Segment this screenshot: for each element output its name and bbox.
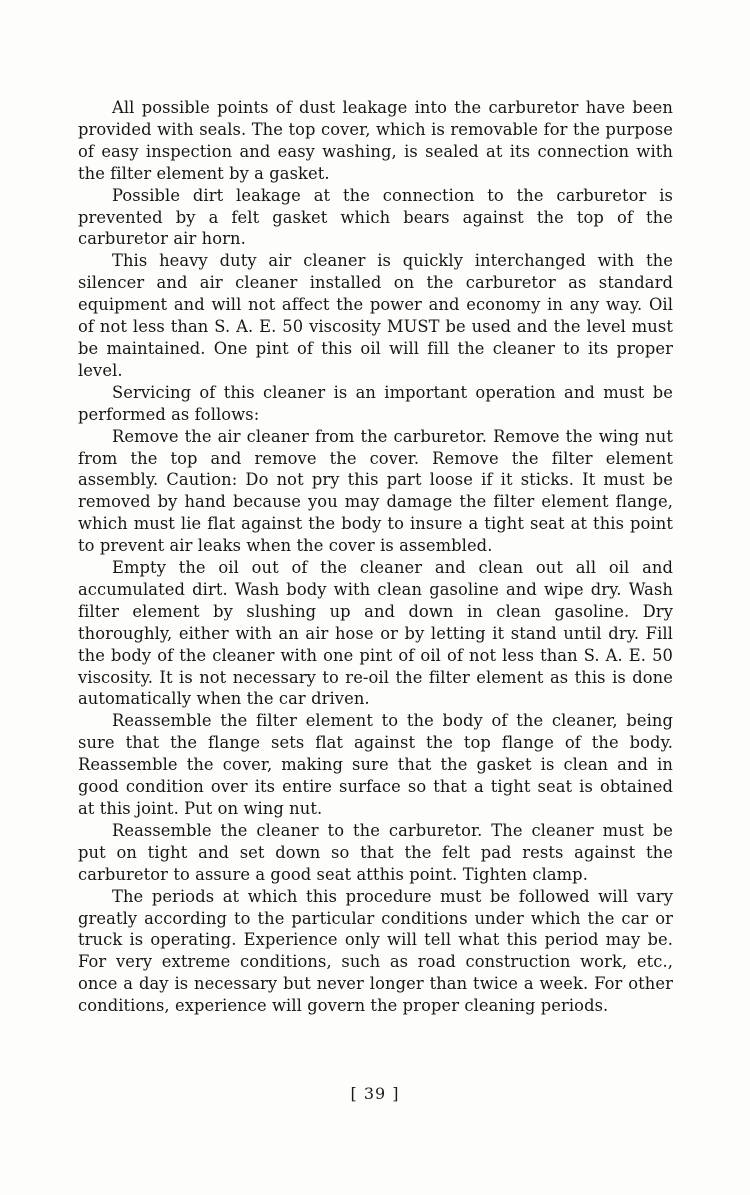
paragraph-interchange: This heavy duty air cleaner is quickly interchanged with the silencer and air cleaner installed on the carburetor as standard equipment and will not affect the power and economy in any way. Oil of not less than S. A. E. 50 viscosity MUST be used and the level must be maintained. One pint of this oil will fill the cleaner to its proper level.	[78, 251, 673, 380]
paragraph-servicing-intro: Servicing of this cleaner is an important operation and must be performed as follows:	[78, 382, 673, 424]
paragraph-seals: All possible points of dust leakage into the carburetor have been provided with seals. The top cover, which is removable for the purpose of easy inspection and easy washing, is sealed at its connection with the filter element by a gasket.	[78, 98, 673, 183]
paragraph-empty-oil: Empty the oil out of the cleaner and clean out all oil and accumulated dirt. Wash body with clean gasoline and wipe dry. Wash filter element by slushing up and down in clean gasoline. Dry thoroughly, either with an air hose or by letting it stand until dry. Fill the body of the cleaner with one pint of oil of not less than S. A. E. 50 viscosity. It is not necessary to re-oil the filter element as this is done automatically when the car driven.	[78, 558, 673, 709]
paragraph-periods: The periods at which this procedure must be followed will vary greatly according to the particular conditions under which the car or truck is operating. Experience only will tell what this period may be. For very extreme conditions, such as road construction work, etc., once a day is necessary but never longer than twice a week. For other conditions, experience will govern the proper cleaning periods.	[78, 886, 673, 1016]
paragraph-reassemble-cleaner: Reassemble the cleaner to the carburetor. The cleaner must be put on tight and set down so that the felt pad rests against the carburetor to assure a good seat atthis point. Tighten clamp.	[78, 820, 673, 884]
paragraph-remove-cleaner: Remove the air cleaner from the carburetor. Remove the wing nut from the top and remove the cover. Remove the filter element assembly. Caution: Do not pry this part loose if it sticks. It must be removed by hand because you may damage the filter element flange, which must lie flat against the body to insure a tight seat at this point to prevent air leaks when the cover is assembled.	[78, 426, 673, 556]
body-text	[78, 97, 673, 1017]
paragraph-reassemble-filter: Reassemble the filter element to the body of the cleaner, being sure that the flange sets flat against the top flange of the body. Reassemble the cover, making sure that the gasket is clean and in good condition over its entire surface so that a tight seat is obtained at this joint. Put on wing nut.	[78, 711, 673, 818]
page-number: [ 39 ]	[350, 1084, 400, 1103]
paragraph-felt-gasket: Possible dirt leakage at the connection to the carburetor is prevented by a felt gasket which bears against the top of the carburetor air horn.	[78, 185, 673, 249]
